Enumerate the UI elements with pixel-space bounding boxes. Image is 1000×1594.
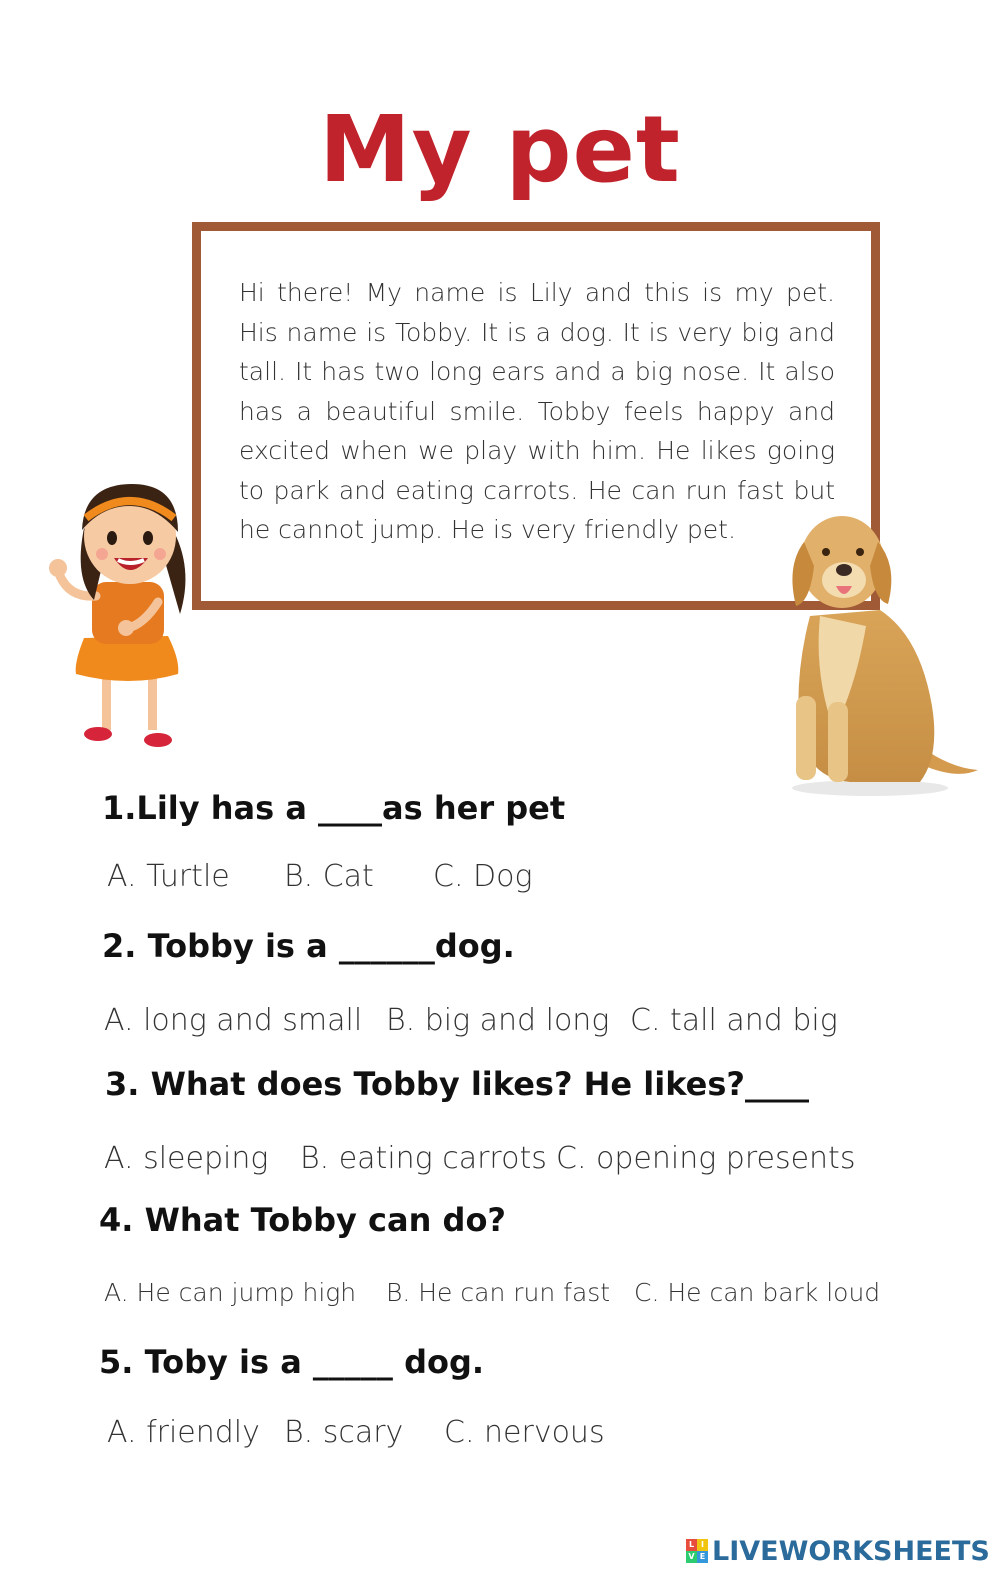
girl-illustration <box>44 478 210 754</box>
question-5-option-a[interactable]: A. friendly <box>107 1415 260 1450</box>
question-4: 4. What Tobby can do? <box>99 1201 506 1239</box>
question-5-option-b[interactable]: B. scary <box>284 1415 404 1450</box>
dog-nose <box>836 564 852 576</box>
girl-left-eye <box>107 531 117 545</box>
liveworksheets-logo-mark <box>686 1539 708 1563</box>
question-4-option-a[interactable]: A. He can jump high <box>104 1278 357 1307</box>
question-1-option-c[interactable]: C. Dog <box>433 859 533 894</box>
logo-letter: V <box>686 1551 697 1563</box>
girl-right-cheek <box>154 548 166 560</box>
question-3-option-b[interactable]: B. eating carrots <box>300 1141 547 1176</box>
question-3-option-a[interactable]: A. sleeping <box>104 1141 269 1176</box>
dog-left-front-leg <box>796 696 816 780</box>
girl-right-hand <box>118 620 134 636</box>
question-4-option-c[interactable]: C. He can bark loud <box>634 1278 881 1307</box>
dog-right-front-leg <box>828 702 848 782</box>
girl-left-hand <box>49 559 67 577</box>
question-1-option-b[interactable]: B. Cat <box>284 859 374 894</box>
dog-left-eye <box>822 548 830 556</box>
girl-left-cheek <box>96 548 108 560</box>
logo-letter: L <box>686 1539 697 1551</box>
question-5: 5. Toby is a _____ dog. <box>99 1343 485 1381</box>
girl-right-eye <box>143 531 153 545</box>
dog-right-eye <box>856 548 864 556</box>
question-2-option-a[interactable]: A. long and small <box>104 1003 363 1038</box>
question-1-option-a[interactable]: A. Turtle <box>107 859 230 894</box>
question-1: 1.Lily has a ____as her pet <box>102 789 566 827</box>
question-2-option-c[interactable]: C. tall and big <box>630 1003 838 1038</box>
question-3: 3. What does Tobby likes? He likes?____ <box>105 1065 809 1103</box>
page-title: My pet <box>319 96 681 203</box>
girl-right-shoe <box>144 733 172 747</box>
question-4-option-b[interactable]: B. He can run fast <box>386 1278 611 1307</box>
question-2-option-b[interactable]: B. big and long <box>386 1003 610 1038</box>
dog-illustration <box>770 506 982 800</box>
girl-left-shoe <box>84 727 112 741</box>
liveworksheets-logo <box>686 1536 990 1566</box>
story-text: Hi there! My name is Lily and this is my pet. His name is Tobby. It is a dog. It is very big and tall. It has two long ears and a big nose. It also has a beautiful smile. Tobby feels happy and excited when we play with him. He likes going to park and eating carrots. He can run fast but he cannot jump. He is very friendly pet. <box>239 278 835 544</box>
question-5-option-c[interactable]: C. nervous <box>444 1415 605 1450</box>
dog-shadow <box>792 780 948 796</box>
logo-letter: E <box>697 1551 708 1563</box>
question-3-option-c[interactable]: C. opening presents <box>556 1141 856 1176</box>
liveworksheets-logo-text: LIVEWORKSHEETS <box>712 1535 990 1567</box>
logo-letter: I <box>697 1539 708 1551</box>
question-2: 2. Tobby is a ______dog. <box>102 927 515 965</box>
